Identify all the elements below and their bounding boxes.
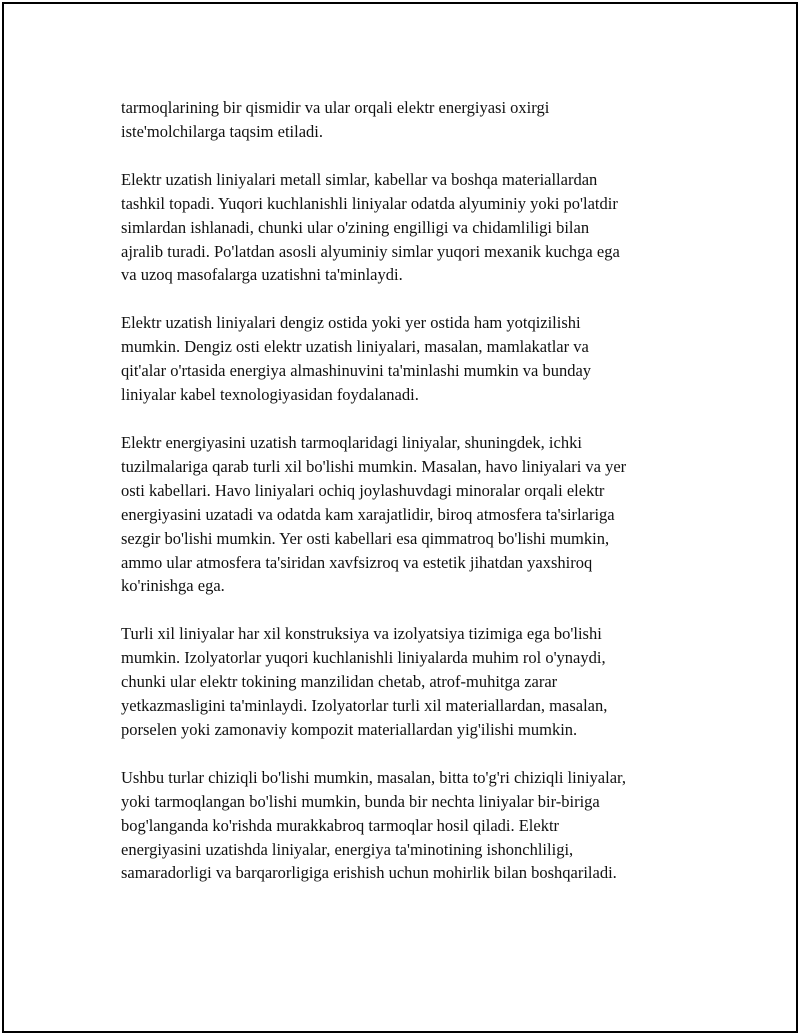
paragraph: Turli xil liniyalar har xil konstruksiya va izolyatsiya tizimiga ega bo'lishi mumkin. Izolyatorlar yuqori kuchlanishli liniyalarda muhim rol o'ynaydi, chunki ular elektr tokining manzilidan chetab, atrof-muhitga zarar yetkazmasligini ta'minlaydi. Izolyatorlar turli xil materiallardan, masalan, porselen yoki zamonaviy kompozit materiallardan yig'ilishi mumkin. — [121, 624, 608, 739]
paragraph: Elektr uzatish liniyalari dengiz ostida yoki yer ostida ham yotqizilishi mumkin. Dengiz osti elektr uzatish liniyalari, masalan, mamlakatlar va qit'alar o'rtasida energiya almashinuvini ta'minlashi mumkin va bunday liniyalar kabel texnologiyasidan foydalanadi. — [121, 313, 592, 405]
page-frame — [2, 2, 798, 1033]
paragraph: tarmoqlarining bir qismidir va ular orqali elektr energiyasi oxirgi iste'molchilarga taqsim etiladi. — [121, 98, 550, 141]
paragraph: Ushbu turlar chiziqli bo'lishi mumkin, masalan, bitta to'g'ri chiziqli liniyalar, yoki tarmoqlangan bo'lishi mumkin, bunda bir nechta liniyalar bir-biriga bog'langanda ko'rishda murakkabroq tarmoqlar hosil qiladi. Elektr energiyasini uzatishda liniyalar, energiya ta'minotining ishonchliligi, samaradorligi va barqarorligiga erishish uchun mohirlik bilan boshqariladi. — [121, 767, 626, 883]
paragraph: Elektr uzatish liniyalari metall simlar, kabellar va boshqa materiallardan tashkil topadi. Yuqori kuchlanishli liniyalar odatda alyuminiy yoki po'latdir simlardan ishlanadi, chunki ular o'zining engilligi va chidamliligi bilan ajralib turadi. Po'latdan asosli alyuminiy simlar yuqori mexanik kuchga ega va uzoq masofalarga uzatishni ta'minlaydi. — [121, 169, 620, 285]
document-body — [121, 96, 721, 909]
paragraph: Elektr energiyasini uzatish tarmoqlaridagi liniyalar, shuningdek, ichki tuzilmalariga qarab turli xil bo'lishi mumkin. Masalan, havo liniyalari va yer osti kabellari. Havo liniyalari ochiq joylashuvdagi minoralar orqali elektr energiyasini uzatadi va odatda kam xarajatlidir, biroq atmosfera ta'sirlariga sezgir bo'lishi mumkin. Yer osti kabellari esa qimmatroq bo'lishi mumkin, ammo ular atmosfera ta'siridan xavfsizroq va estetik jihatdan yaxshiroq ko'rinishga ega. — [121, 432, 627, 596]
